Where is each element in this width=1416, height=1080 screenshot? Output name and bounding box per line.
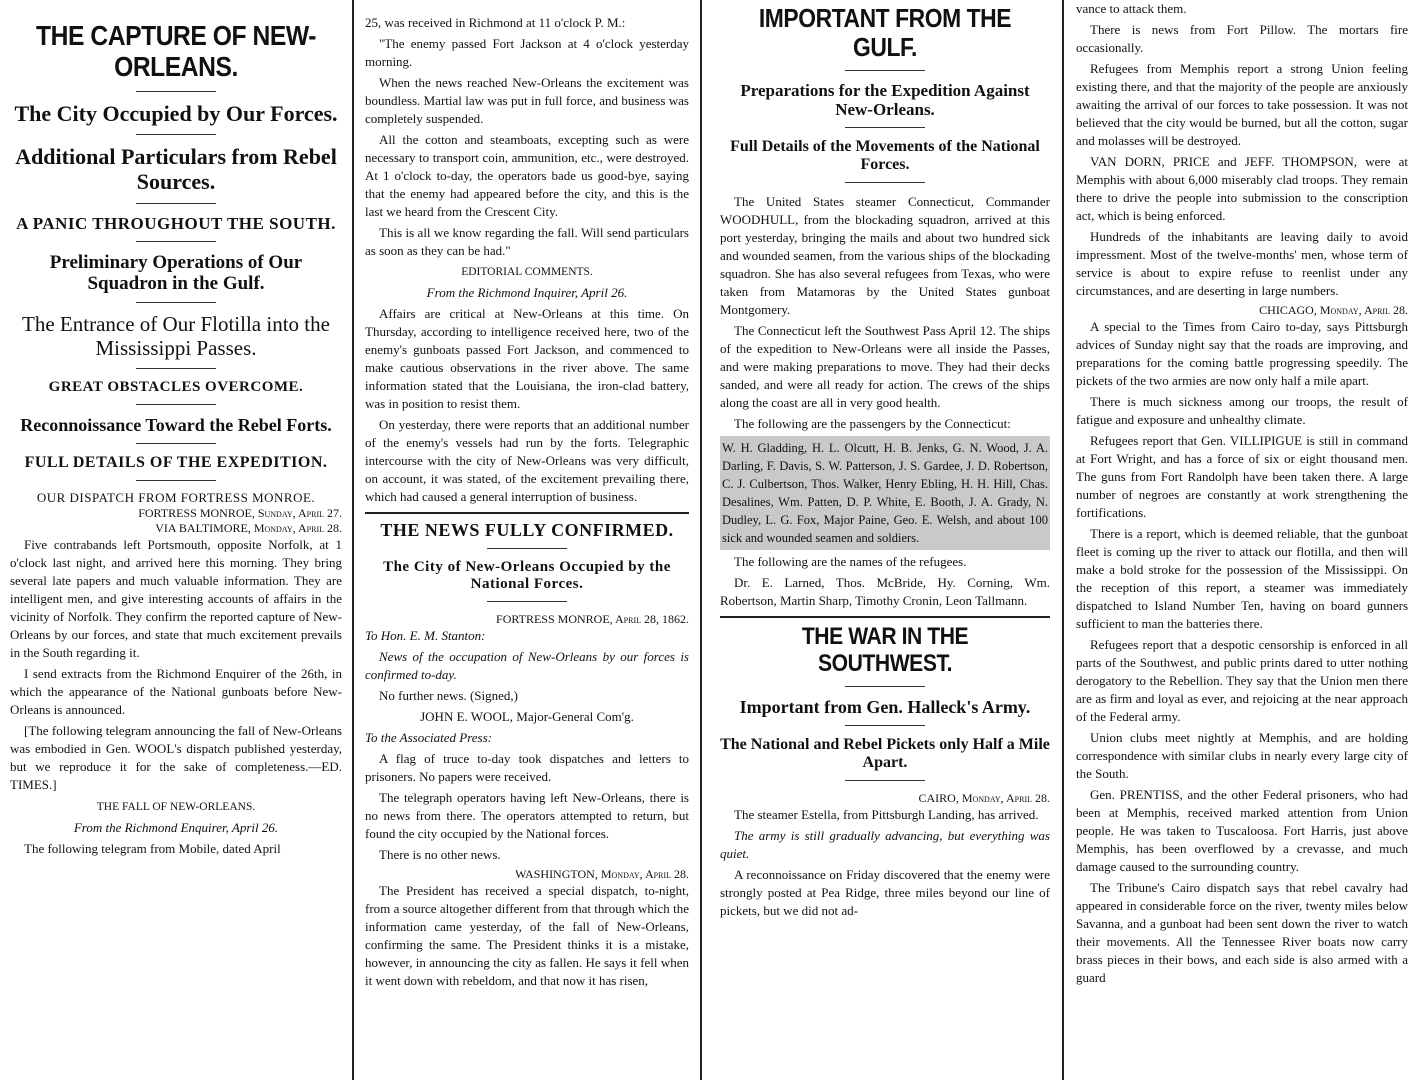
paragraph: A flag of truce to-day took dispatches and letters to prisoners. No papers were received. bbox=[365, 750, 689, 784]
separator bbox=[136, 302, 216, 303]
headline-city-occupied: The City Occupied by Our Forces. bbox=[14, 100, 338, 126]
headline-full-details: FULL DETAILS OF THE EXPEDITION. bbox=[24, 454, 328, 472]
separator bbox=[136, 241, 216, 242]
paragraph: "The enemy passed Fort Jackson at 4 o'clock yesterday morning. bbox=[365, 36, 689, 69]
separator bbox=[136, 443, 216, 444]
paragraph: The following telegram from Mobile, dated April bbox=[24, 840, 281, 856]
paragraph: No further news. (Signed,) bbox=[379, 687, 518, 703]
headline-southwest: THE WAR IN THE SOUTHWEST. bbox=[801, 623, 969, 677]
paragraph: Refugees from Memphis report a strong Union feeling existing there, and that the majority of the people are anxiously awaiting the arrival of our forces to take possession. It was not believed that the city would be burned, but all the cotton, sugar and molasses will be destroyed. bbox=[1076, 61, 1408, 148]
dateline: VIA BALTIMORE, Monday, April 28. bbox=[155, 520, 342, 535]
subhead: EDITORIAL COMMENTS. bbox=[461, 266, 593, 278]
dateline: CAIRO, Monday, April 28. bbox=[918, 790, 1050, 805]
paragraph: vance to attack them. bbox=[1076, 1, 1187, 16]
signature: JOHN E. WOOL, Major-General Com'g. bbox=[420, 708, 634, 724]
dateline: CHICAGO, Monday, April 28. bbox=[1259, 303, 1408, 317]
dateline: FORTRESS MONROE, April 28, 1862. bbox=[496, 611, 689, 626]
paragraph: A reconnoissance on Friday discovered that the enemy were strongly posted at Pea Ridge, three miles beyond our line of pickets, but we did not ad- bbox=[720, 866, 1050, 918]
paragraph: VAN DORN, PRICE and JEFF. THOMPSON, were at Memphis with about 6,000 miserably clad troops. They remain there to drive the people into submission to the conscription act, which is being enforced. bbox=[1076, 154, 1408, 223]
paragraph: The Connecticut left the Southwest Pass April 12. The ships of the expedition to New-Orleans were all inside the Passes, and were making preparations to move. They had their decks sanded, and were all ready for action. The crews of the ships along the coast are all in very good health. bbox=[720, 323, 1050, 411]
paragraph: News of the occupation of New-Orleans by our forces is confirmed to-day. bbox=[365, 648, 689, 682]
section-divider bbox=[365, 512, 689, 520]
paragraph: This is all we know regarding the fall. Will send particulars as soon as they can be had." bbox=[365, 225, 689, 258]
column-rule-2 bbox=[700, 0, 702, 1080]
paragraph: The following are the passengers by the Connecticut: bbox=[734, 416, 1011, 432]
paragraph: The President has received a special dispatch, to-night, from a source altogether different from that through which the information came yesterday, of the fall of New-Orleans, confirming the same. The President thinks it is a mistake, however, in announcing the city as fallen. He says it fell when it went down with rebeldom, and that now it has risen, bbox=[365, 882, 689, 988]
separator bbox=[136, 203, 216, 204]
paragraph: The telegraph operators having left New-Orleans, there is no news from there. The operators attempted to return, but found the city occupied by the National forces. bbox=[365, 789, 689, 841]
headline-pickets: The National and Rebel Pickets only Half a Mile Apart. bbox=[720, 736, 1050, 771]
headline-capture: THE CAPTURE OF NEW-ORLEANS. bbox=[36, 20, 316, 83]
paragraph: 25, was received in Richmond at 11 o'clock P. M.: bbox=[365, 15, 626, 30]
paragraph: There is no other news. bbox=[379, 846, 501, 862]
separator bbox=[845, 70, 925, 71]
separator bbox=[136, 134, 216, 135]
paragraph: The Tribune's Cairo dispatch says that rebel cavalry had appeared in considerable force on the river, twenty miles below Savanna, and a gunboat had been sent down the river to watch their movements. All the Tennessee River boats now carry brass pieces in their bows, and each side is also armed with a guard bbox=[1076, 880, 1408, 985]
separator bbox=[845, 725, 925, 726]
separator bbox=[487, 601, 567, 602]
salutation: To the Associated Press: bbox=[365, 729, 492, 745]
headline-preliminary: Preliminary Operations of Our Squadron in the Gulf. bbox=[49, 251, 303, 294]
paragraph: The United States steamer Connecticut, Commander WOODHULL, from the blockading squadron, arrived at this port yesterday, bringing the mails and about two hundred sick and wounded seamen, from the various ships of the blockading squadron. She has also several refugees from Texas, who were taken from Matamoras by the United States gunboat Montgomery. bbox=[720, 194, 1050, 318]
headline-obstacles: GREAT OBSTACLES OVERCOME. bbox=[48, 379, 304, 396]
paragraph: Refugees report that Gen. VILLIPIGUE is still in command at Fort Wright, and has a force of six or eight thousand men. The guns from Fort Randolph have been taken there. A large number of negroes are constantly at work strengthening the fortifications. bbox=[1076, 433, 1408, 520]
paragraph: All the cotton and steamboats, excepting such as were necessary to transport coin, ammunition, etc., were destroyed. At 1 o'clock to-day, the operators bade us good-bye, saying that the enemy had appeared before the city, and this is the last we heard from the Crescent City. bbox=[365, 132, 689, 219]
separator bbox=[845, 127, 925, 128]
headline-movements: Full Details of the Movements of the National Forces. bbox=[730, 138, 1040, 174]
column-rule-1 bbox=[352, 0, 354, 1080]
separator bbox=[845, 780, 925, 781]
headline-gulf: IMPORTANT FROM THE GULF. bbox=[758, 3, 1012, 63]
headline-additional: Additional Particulars from Rebel Sources. bbox=[15, 144, 337, 194]
headline-entrance: The Entrance of Our Flotilla into the Mississippi Passes. bbox=[22, 312, 330, 360]
paragraph: The army is still gradually advancing, but everything was quiet. bbox=[720, 827, 1050, 861]
separator bbox=[136, 91, 216, 92]
headline-halleck: Important from Gen. Halleck's Army. bbox=[739, 696, 1031, 717]
source-line: From the Richmond Inquirer, April 26. bbox=[426, 285, 628, 300]
paragraph: Refugees report that a despotic censorship is enforced in all parts of the Southwest, and public prints dared to utter nothing derogatory to the Rebellion. They say that the Union men there are as firm and loyal as ever, and rejoicing at the near approach of the Federal army. bbox=[1076, 637, 1408, 724]
separator bbox=[136, 404, 216, 405]
dateline: WASHINGTON, Monday, April 28. bbox=[515, 866, 689, 881]
separator bbox=[487, 548, 567, 549]
paragraph: Hundreds of the inhabitants are leaving daily to avoid impressment. Most of the twelve-months' men, whose term of service is about to expire refuse to reenlist under any circumstances, and are deserting in large numbers. bbox=[1076, 229, 1408, 298]
paragraph: Dr. E. Larned, Thos. McBride, Hy. Corning, Wm. Robertson, Martin Sharp, Timothy Cronin, Leon Tallmann. bbox=[720, 575, 1050, 609]
subhead: THE FALL OF NEW-ORLEANS. bbox=[96, 800, 256, 813]
headline-reconnoissance: Reconnoissance Toward the Rebel Forts. bbox=[20, 414, 332, 435]
paragraph: I send extracts from the Richmond Enquirer of the 26th, in which the appearance of the National gunboats before New-Orleans is announced. bbox=[10, 665, 342, 717]
column-4 bbox=[1064, 0, 1416, 1080]
paragraph: There is much sickness among our troops, the result of fatigue and exposure and unhealthy climate. bbox=[1076, 394, 1408, 427]
passenger-list: W. H. Gladding, H. L. Olcutt, H. B. Jenks, G. N. Wood, J. A. Darling, F. Davis, S. W. Patterson, J. S. Gardee, J. D. Robertson, C. J. Culbertson, Thos. Walker, Henry Ebling, H. H. Hill, Chas. Desalines, Wm. Patten, D. P. White, E. Booth, J. A. Grady, N. Dudley, L. G. Fox, Major Paine, Geo. E. Welsh, and about 100 sick and wounded seamen and soldiers. bbox=[720, 436, 1050, 550]
paragraph: Union clubs meet nightly at Memphis, and are holding correspondence with similar clubs in nearly every large city of the South. bbox=[1076, 730, 1408, 781]
paragraph: Gen. PRENTISS, and the other Federal prisoners, who had been at Memphis, received marked attention from Union people. He was taken to Tuscaloosa. Fort Harris, just above Memphis, has been overflowed by a crevasse, and much damage caused to the surrounding country. bbox=[1076, 787, 1408, 874]
paragraph: When the news reached New-Orleans the excitement was boundless. Martial law was put in full force, and business was completely suspended. bbox=[365, 75, 689, 126]
paragraph: Five contrabands left Portsmouth, opposite Norfolk, at 1 o'clock last night, and arrived here this morning. They bring several late papers and much valuable information. They are intelligent men, and give interesting accounts of affairs in the vicinity of Norfolk. They confirm the reported capture of New-Orleans by our forces, and state that much excitement prevails in the South regarding it. bbox=[10, 536, 342, 660]
separator bbox=[136, 368, 216, 369]
column-3 bbox=[706, 0, 1058, 1080]
dispatch-head: OUR DISPATCH FROM FORTRESS MONROE. bbox=[36, 490, 316, 506]
separator bbox=[845, 182, 925, 183]
headline-city-occupied-national: The City of New-Orleans Occupied by the National Forces. bbox=[383, 559, 671, 592]
separator bbox=[845, 686, 925, 687]
paragraph: The steamer Estella, from Pittsburgh Landing, has arrived. bbox=[734, 806, 1039, 822]
column-2 bbox=[355, 0, 697, 1080]
column-1 bbox=[0, 0, 352, 1080]
paragraph: The following are the names of the refugees. bbox=[734, 554, 967, 570]
separator bbox=[136, 480, 216, 481]
salutation: To Hon. E. M. Stanton: bbox=[365, 627, 486, 643]
headline-confirmed: THE NEWS FULLY CONFIRMED. bbox=[380, 520, 674, 540]
source-line: From the Richmond Enquirer, April 26. bbox=[73, 819, 279, 835]
paragraph: [The following telegram announcing the fall of New-Orleans was embodied in Gen. WOOL's dispatch published yesterday, but we reproduce it for the sake of completeness.—ED. TIMES.] bbox=[10, 722, 342, 792]
paragraph: Affairs are critical at New-Orleans at this time. On Thursday, according to intelligence received here, two of the enemy's gunboats passed Fort Jackson, and commenced to make cautious observations in the river above. The same information stated that the Louisiana, the iron-clad battery, was in position to resist them. bbox=[365, 306, 689, 411]
paragraph: There is a report, which is deemed reliable, that the gunboat fleet is coming up the river to attack our flotilla, and then will make a bold stroke for the possession of the Mississippi. On the reception of this report, a steamer was immediately dispatched to Island Number Ten, having on board gunners sufficient to man the batteries there. bbox=[1076, 526, 1408, 631]
headline-preparations: Preparations for the Expedition Against New-Orleans. bbox=[740, 81, 1030, 120]
paragraph: On yesterday, there were reports that an additional number of the enemy's vessels had run by the forts. Telegraphic intercourse with the city of New-Orleans was very difficult, on account, it was stated, of the excitement prevailing there, which had caused a general interruption of business. bbox=[365, 417, 689, 504]
paragraph: A special to the Times from Cairo to-day, says Pittsburgh advices of Sunday night say that the roads are improving, and preparations for the coming battle progressing speedily. The pickets of the two armies are now only half a mile apart. bbox=[1076, 319, 1408, 388]
dateline: FORTRESS MONROE, Sunday, April 27. bbox=[138, 505, 342, 520]
paragraph: There is news from Fort Pillow. The mortars fire occasionally. bbox=[1076, 22, 1408, 55]
headline-panic: A PANIC THROUGHOUT THE SOUTH. bbox=[16, 213, 336, 233]
